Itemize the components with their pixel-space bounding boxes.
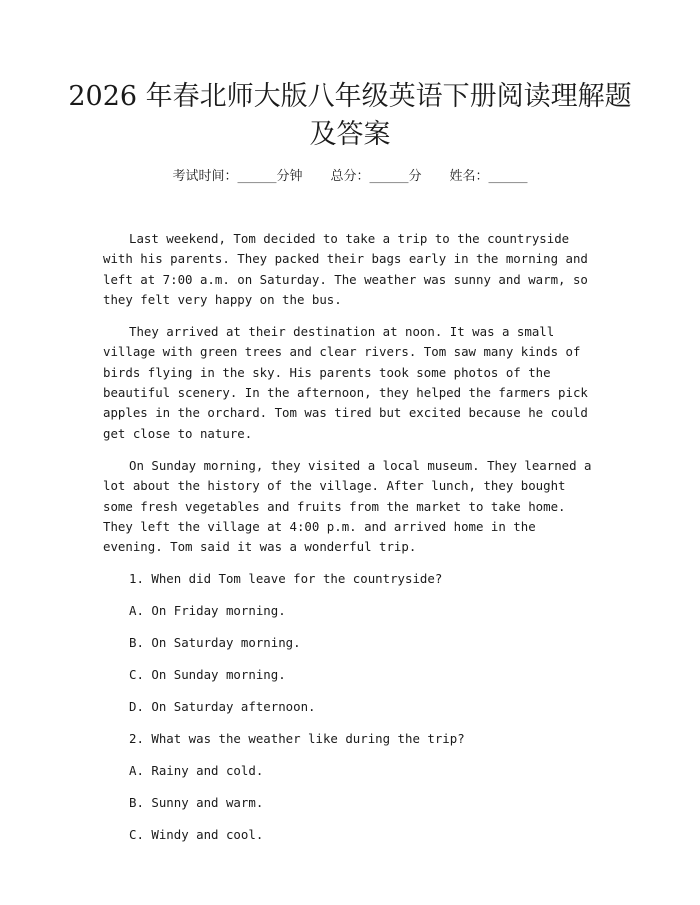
question-1-option-c: C. On Sunday morning. (129, 667, 286, 683)
exam-time-label: 考试时间：______分钟 (172, 169, 303, 184)
question-1-stem: 1. When did Tom leave for the countryside? (129, 571, 443, 587)
name-label: 姓名：______ (449, 169, 528, 184)
exam-info-line (0, 168, 700, 186)
question-1-option-d: D. On Saturday afternoon. (129, 699, 316, 715)
passage-paragraph-3: On Sunday morning, they visited a local museum. They learned a lot about the history of the village. After lunch, they bought some fresh vegetables and fruits from the market to take home. They left the village at 4:00 p.m. and arrived home in the evening. Tom said it was a wonderful trip. (103, 457, 592, 555)
question-2-option-a: A. Rainy and cold. (129, 763, 264, 779)
passage-paragraph-2: They arrived at their destination at noon. It was a small village with green trees and clear rivers. Tom saw many kinds of birds flying in the sky. His parents took some photos of the beautiful scenery. In the afternoon, they helped the farmers pick apples in the orchard. Tom was tired but excited because he could get close to nature. (103, 324, 588, 441)
question-2-option-c: C. Windy and cool. (129, 827, 264, 843)
passage-paragraph-1: Last weekend, Tom decided to take a trip to the countryside with his parents. They packed their bags early in the morning and left at 7:00 a.m. on Saturday. The weather was sunny and warm, so they felt very happy on the bus. (103, 231, 588, 307)
question-2-stem: 2. What was the weather like during the trip? (129, 731, 465, 747)
question-1-option-b: B. On Saturday morning. (129, 635, 301, 651)
question-2-option-b: B. Sunny and warm. (129, 795, 264, 811)
question-1-option-a: A. On Friday morning. (129, 603, 286, 619)
reading-passage (103, 229, 599, 857)
document-title: 2026 年春北师大版八年级英语下册阅读理解题及答案 (68, 81, 632, 150)
question-list (103, 569, 599, 857)
total-score-label: 总分：______分 (330, 169, 422, 184)
